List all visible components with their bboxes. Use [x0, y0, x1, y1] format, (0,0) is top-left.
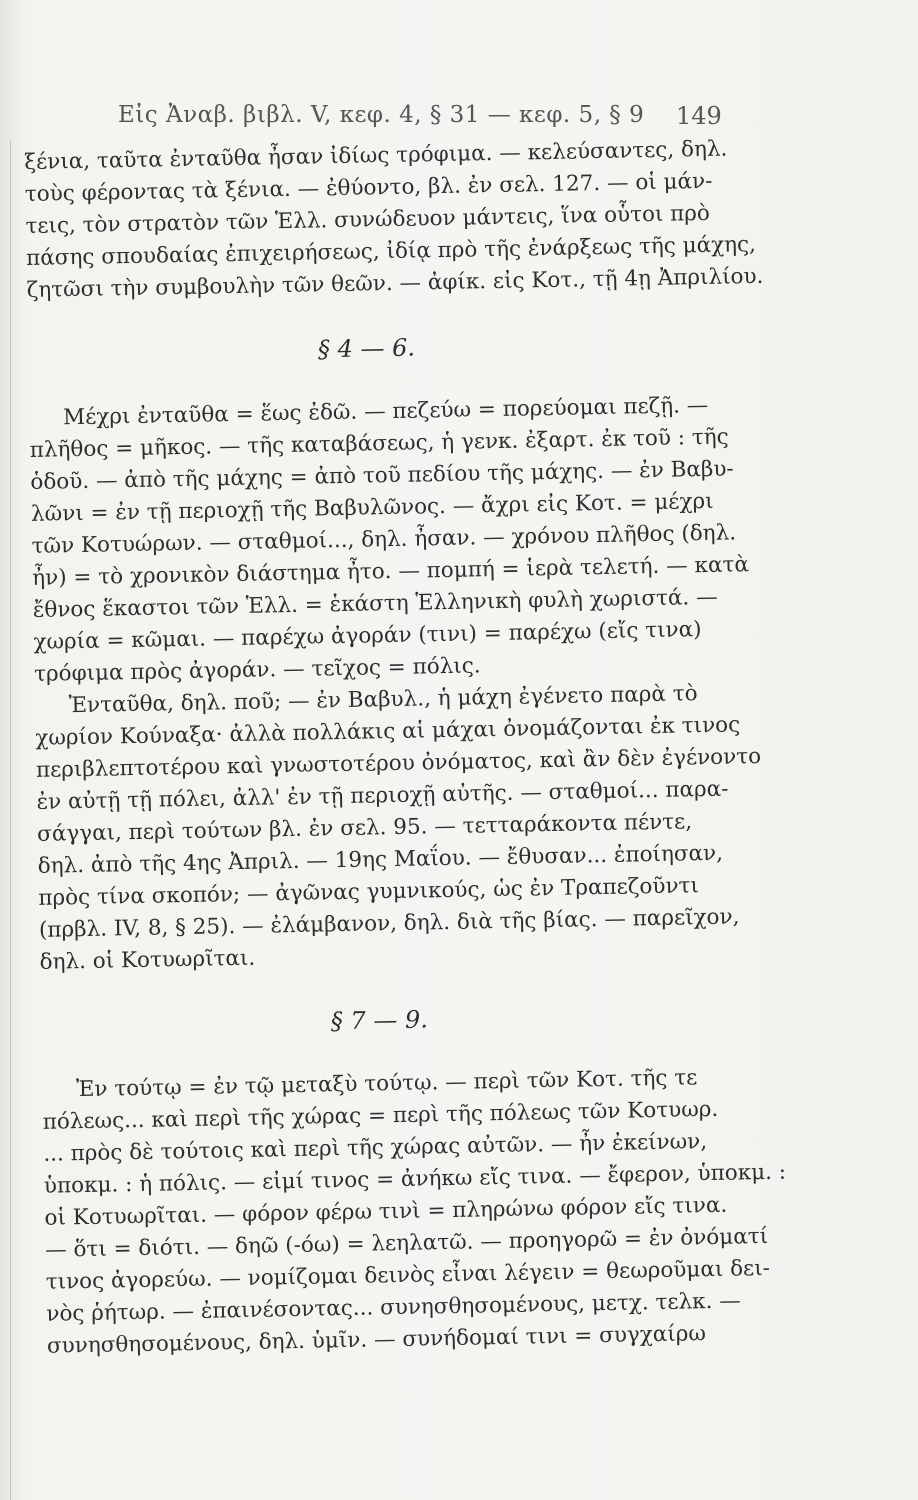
text-line: πρὸς τίνα σκοπόν; — ἀγῶνας γυμνικούς, ὡς ἐν Τραπεζοῦντι — [38, 873, 700, 911]
text-line: ἦν) = τὸ χρονικὸν διάστημα ἦτο. — πομπή = ἱερὰ τελετή. — κατὰ — [32, 552, 750, 591]
text-line: — ὅτι = διότι. — δηῶ (-όω) = λεηλατῶ. — προηγορῶ = ἐν ὀνόματί — [44, 1223, 769, 1263]
text-line: πάσης σπουδαίας ἐπιχειρήσεως, ἰδίᾳ πρὸ τῆς ἐνάρξεως τῆς μάχης, — [25, 231, 757, 271]
text-line: ἔθνος ἕκαστοι τῶν Ἑλλ. = ἑκάστη Ἑλληνικὴ φυλὴ χωριστά. — — [32, 584, 718, 623]
text-line: (πρβλ. IV, 8, § 25). — ἐλάμβανον, δηλ. διὰ τῆς βίας. — παρεῖχον, — [38, 904, 740, 943]
text-line: συνησθησομένους, δηλ. ὑμῖν. — συνήδομαί τινι = συγχαίρω — [46, 1321, 707, 1359]
text-line: ... πρὸς δὲ τούτοις καὶ περὶ τῆς χώρας αὐτῶν. — ἦν ἐκείνων, — [43, 1129, 708, 1167]
text-line: Μέχρι ἐνταῦθα = ἕως ἐδῶ. — πεζεύω = πορεύομαι πεζῇ. — — [62, 392, 709, 431]
text-line: ἐν αὐτῇ τῇ πόλει, ἀλλ' ἐν τῇ περιοχῇ αὐτῆς. — σταθμοί... παρα- — [36, 776, 729, 815]
text-line: τῶν Κοτυώρων. — σταθμοί..., δηλ. ἦσαν. — χρόνου πλῆθος (δηλ. — [31, 520, 737, 559]
text-line: σάγγαι, περὶ τούτων βλ. ἐν σελ. 95. — τετταράκοντα πέντε, — [36, 809, 693, 847]
page-number: 149 — [676, 102, 722, 130]
text-line: οἱ Κοτυωρῖται. — φόρον φέρω τινὶ = πληρώνω φόρον εἴς τινα. — [44, 1192, 728, 1231]
text-line: τεις, τὸν στρατὸν τῶν Ἑλλ. συνώδευον μάντεις, ἵνα οὗτοι πρὸ — [25, 200, 711, 239]
text-line: τινος ἀγορεύω. — νομίζομαι δεινὸς εἶναι λέγειν = θεωροῦμαι δει- — [45, 1255, 771, 1295]
text-line: ὑποκμ. : ἡ πόλις. — εἰμί τινος = ἀνήκω εἴς τινα. — ἔφερον, ὑποκμ. : — [43, 1159, 787, 1199]
text-line: χωρίον Κούναξα· ἀλλὰ πολλάκις αἱ μάχαι ὀνομάζονται ἐκ τινος — [35, 712, 741, 751]
text-line: νὸς ῥήτωρ. — ἐπαινέσοντας... συνησθησομένους, μετχ. τελκ. — — [46, 1288, 741, 1327]
binding-gutter — [10, 140, 11, 1500]
text-line: ξένια, ταῦτα ἐνταῦθα ἦσαν ἰδίως τρόφιμα. — κελεύσαντες, δηλ. — [24, 136, 728, 175]
text-line: χωρία = κῶμαι. — παρέχω ἀγοράν (τινι) = παρέχω (εἴς τινα) — [33, 617, 702, 655]
section-heading: § 7 — 9. — [330, 1005, 429, 1036]
text-line: τρόφιμα πρὸς ἀγοράν. — τεῖχος = πόλις. — [33, 653, 481, 687]
text-line: ὁδοῦ. — ἀπὸ τῆς μάχης = ἀπὸ τοῦ πεδίου τῆς μάχης. — ἐν Βαβυ- — [30, 456, 734, 495]
text-line: πόλεως... καὶ περὶ τῆς χώρας = περὶ τῆς πόλεως τῶν Κοτυωρ. — [42, 1096, 719, 1135]
text-line: δηλ. οἱ Κοτυωρῖται. — [39, 945, 256, 975]
text-line: τοὺς φέροντας τὰ ξένια. — ἐθύοντο, βλ. ἐν σελ. 127. — οἱ μάν- — [24, 168, 713, 207]
section-heading: § 4 — 6. — [317, 333, 416, 364]
running-head: Εἰς Ἀναβ. βιβλ. V, κεφ. 4, § 31 — κεφ. 5, § 9 — [118, 102, 645, 128]
text-line: Ἐν τούτῳ = ἐν τῷ μεταξὺ τούτῳ. — περὶ τῶν Κοτ. τῆς τε — [75, 1065, 698, 1103]
text-line: ζητῶσι τὴν συμβουλὴν τῶν θεῶν. — ἀφίκ. εἰς Κοτ., τῇ 4ῃ Ἀπριλίου. — [26, 263, 764, 303]
text-line: λῶνι = ἐν τῇ περιοχῇ τῆς Βαβυλῶνος. — ἄχρι εἰς Κοτ. = μέχρι — [30, 488, 714, 527]
text-line: δηλ. ἀπὸ τῆς 4ης Ἀπριλ. — 19ης Μαΐου. — ἔθυσαν... ἐποίησαν, — [37, 840, 724, 879]
text-line: πλῆθος = μῆκος. — τῆς καταβάσεως, ἡ γενκ. ἐξαρτ. ἐκ τοῦ : τῆς — [29, 424, 729, 463]
text-line: Ἐνταῦθα, δηλ. ποῦ; — ἐν Βαβυλ., ἡ μάχη ἐγένετο παρὰ τὸ — [68, 681, 698, 719]
text-line: περιβλεπτοτέρου καὶ γνωστοτέρου ὀνόματος, καὶ ἂν δὲν ἐγένοντο — [35, 743, 762, 783]
